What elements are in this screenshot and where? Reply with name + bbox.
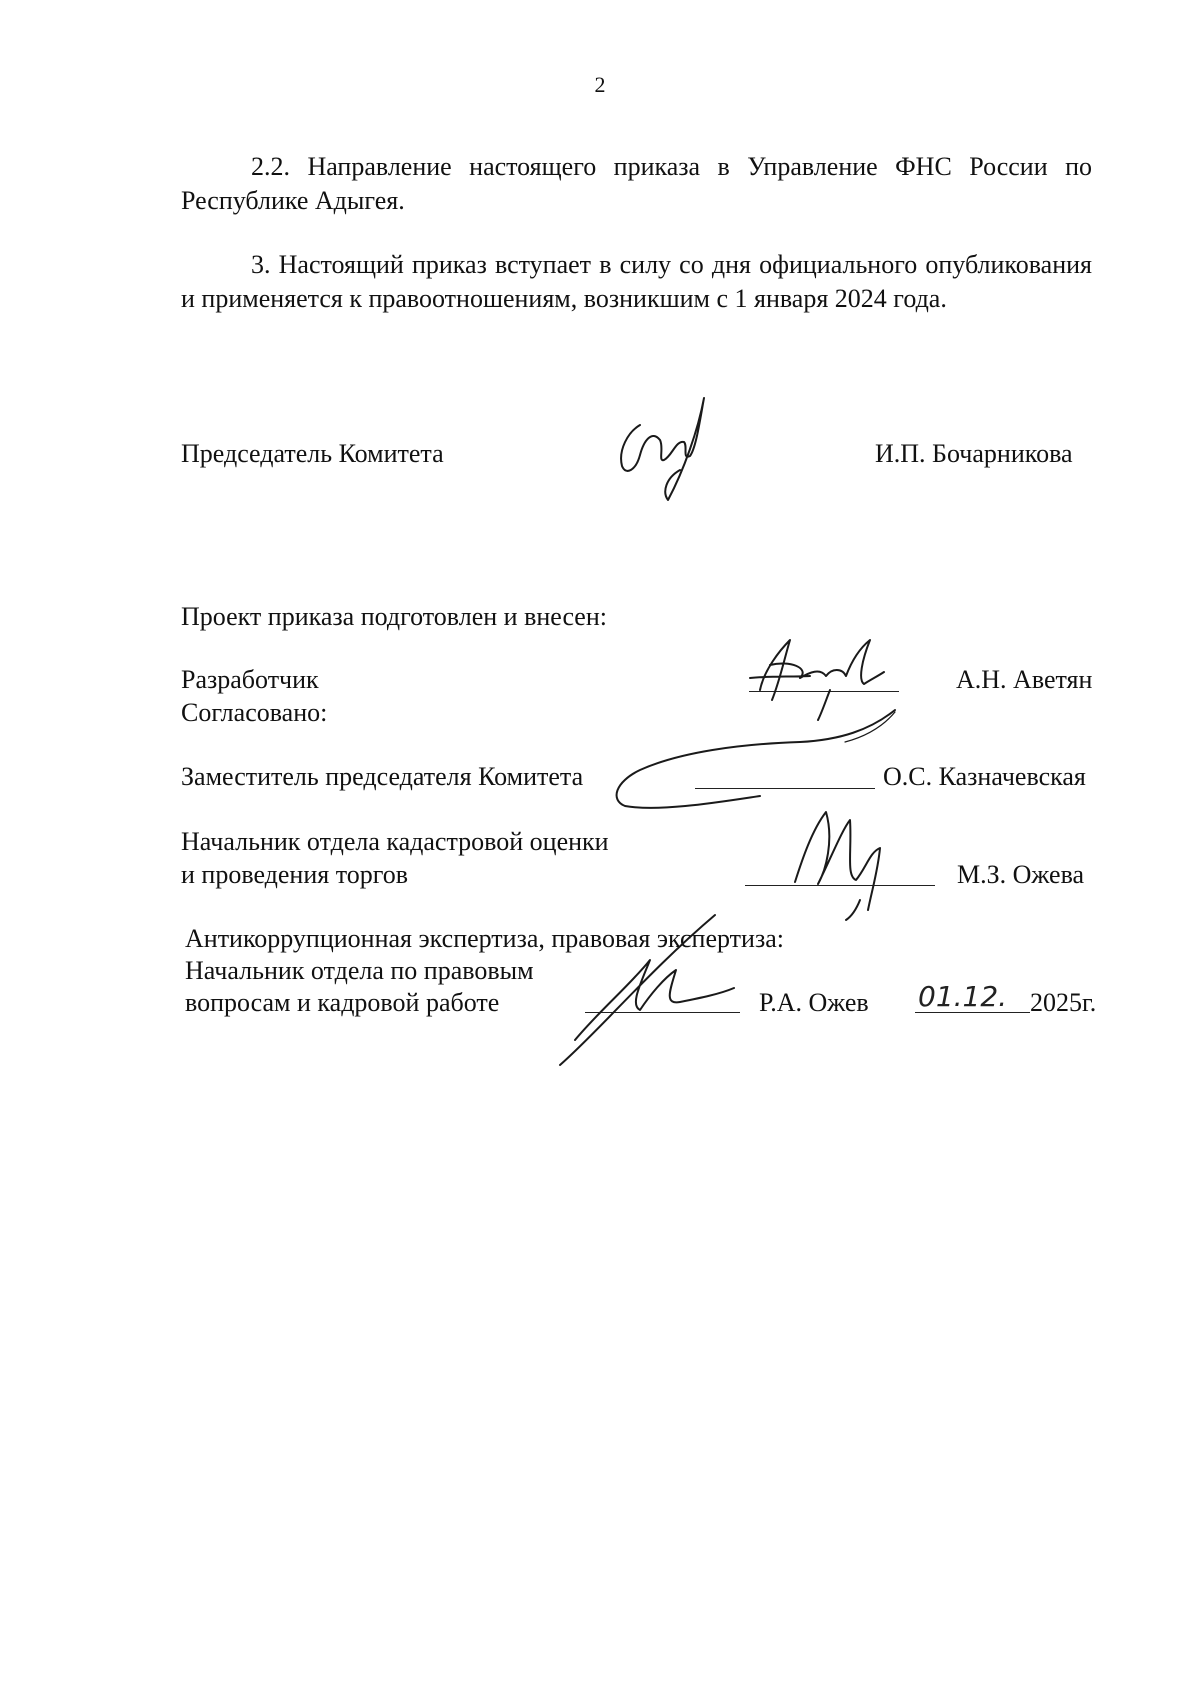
page-number: 2 (594, 72, 606, 97)
legal-title-line-2: вопросам и кадровой работе (185, 988, 500, 1017)
legal-title-line-1: Начальник отдела по правовым (185, 956, 534, 985)
paragraph-3: 3. Настоящий приказ вступает в силу со дня официального опубликования и применяется к правоотношениям, возникшим с 1 января 2024 года. (181, 250, 1092, 313)
legal-signature-line (585, 1012, 740, 1013)
chairman-title: Председатель Комитета (181, 439, 444, 468)
date-line (915, 1012, 1030, 1013)
approvals-intro: Проект приказа подготовлен и внесен: (181, 602, 607, 631)
deputy-title: Заместитель председателя Комитета (181, 762, 584, 791)
chairman-signature (621, 398, 704, 500)
paragraph-2-2: 2.2. Направление настоящего приказа в Управление ФНС России по Республике Адыгея. (181, 152, 1092, 215)
handwritten-date: 01.12. (918, 980, 1008, 1013)
agreed-label: Согласовано: (181, 698, 328, 727)
developer-signature-line (749, 691, 899, 692)
developer-name: А.Н. Аветян (956, 665, 1093, 694)
cadastral-title-line-2: и проведения торгов (181, 860, 409, 889)
deputy-signature-line (695, 788, 875, 789)
cadastral-signature (795, 812, 880, 920)
developer-signature (750, 640, 884, 720)
deputy-name: О.С. Казначевская (883, 762, 1086, 791)
cadastral-signature-line (745, 885, 935, 886)
cadastral-title-line-1: Начальник отдела кадастровой оценки (181, 827, 609, 856)
deputy-signature (617, 710, 895, 808)
chairman-name: И.П. Бочарникова (875, 439, 1073, 468)
deputy-signature-tail (845, 712, 895, 742)
developer-label: Разработчик (181, 665, 319, 694)
legal-name: Р.А. Ожев (759, 988, 869, 1017)
cadastral-name: М.З. Ожева (957, 860, 1085, 889)
date-year: 2025г. (1030, 988, 1097, 1017)
expertise-title: Антикоррупционная экспертиза, правовая экспертиза: (185, 924, 784, 953)
